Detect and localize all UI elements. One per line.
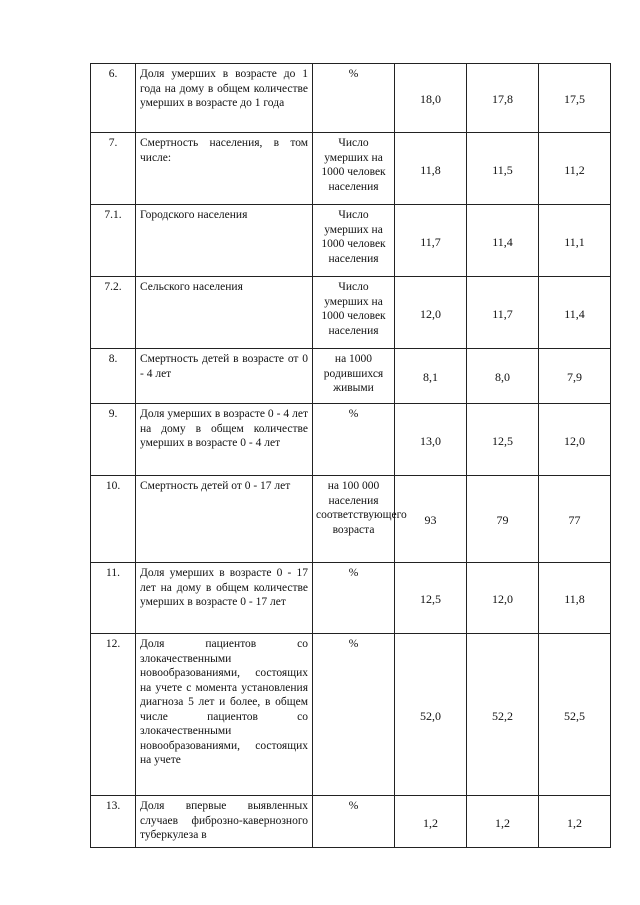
row-number: 9.	[91, 404, 136, 476]
unit: %	[313, 64, 395, 133]
value-1: 18,0	[395, 64, 467, 133]
unit: Число умерших на 1000 человек населения	[313, 133, 395, 205]
value-1: 8,1	[395, 349, 467, 404]
indicator-name: Доля умерших в возрасте до 1 года на дому в общем количестве умерших в возрасте до 1 года	[136, 64, 313, 133]
unit: Число умерших на 1000 человек населения	[313, 277, 395, 349]
value-3: 11,2	[539, 133, 611, 205]
row-number: 7.	[91, 133, 136, 205]
table-row	[91, 205, 611, 277]
value-2: 11,5	[467, 133, 539, 205]
value-2: 79	[467, 476, 539, 563]
value-2: 1,2	[467, 796, 539, 848]
value-2: 12,0	[467, 563, 539, 634]
value-2: 52,2	[467, 634, 539, 796]
value-2: 12,5	[467, 404, 539, 476]
value-3: 1,2	[539, 796, 611, 848]
value-1: 11,8	[395, 133, 467, 205]
row-number: 13.	[91, 796, 136, 848]
value-3: 11,8	[539, 563, 611, 634]
table-row	[91, 349, 611, 404]
indicator-name: Доля умерших в возрасте 0 - 17 лет на дому в общем количестве умерших в возрасте 0 - 17 лет	[136, 563, 313, 634]
indicator-name: Смертность детей от 0 - 17 лет	[136, 476, 313, 563]
value-2: 17,8	[467, 64, 539, 133]
value-1: 1,2	[395, 796, 467, 848]
row-number: 7.2.	[91, 277, 136, 349]
value-3: 77	[539, 476, 611, 563]
indicator-name: Доля впервые выявленных случаев фиброзно-кавернозного туберкулеза в	[136, 796, 313, 848]
table-row	[91, 277, 611, 349]
row-number: 10.	[91, 476, 136, 563]
value-1: 93	[395, 476, 467, 563]
value-1: 12,0	[395, 277, 467, 349]
table-row	[91, 404, 611, 476]
indicator-name: Доля умерших в возрасте 0 - 4 лет на дому в общем количестве умерших в возрасте 0 - 4 лет	[136, 404, 313, 476]
value-3: 11,1	[539, 205, 611, 277]
value-3: 12,0	[539, 404, 611, 476]
table-row	[91, 133, 611, 205]
value-1: 12,5	[395, 563, 467, 634]
table-row	[91, 634, 611, 796]
value-3: 7,9	[539, 349, 611, 404]
value-1: 52,0	[395, 634, 467, 796]
unit: Число умерших на 1000 человек населения	[313, 205, 395, 277]
value-1: 11,7	[395, 205, 467, 277]
row-number: 8.	[91, 349, 136, 404]
value-2: 11,4	[467, 205, 539, 277]
unit: %	[313, 796, 395, 848]
table-row	[91, 476, 611, 563]
value-3: 52,5	[539, 634, 611, 796]
indicator-name: Сельского населения	[136, 277, 313, 349]
row-number: 6.	[91, 64, 136, 133]
indicator-name: Городского населения	[136, 205, 313, 277]
value-2: 11,7	[467, 277, 539, 349]
unit: на 1000 родившихся живыми	[313, 349, 395, 404]
value-2: 8,0	[467, 349, 539, 404]
row-number: 12.	[91, 634, 136, 796]
value-1: 13,0	[395, 404, 467, 476]
unit: %	[313, 634, 395, 796]
unit: %	[313, 563, 395, 634]
row-number: 11.	[91, 563, 136, 634]
indicator-name: Доля пациентов со злокачественными новообразованиями, состоящих на учете с момента установления диагноза 5 лет и более, в общем числе пациентов со злокачественными новообразованиями, состоящих на учете	[136, 634, 313, 796]
table-row	[91, 796, 611, 848]
table-row	[91, 563, 611, 634]
value-3: 11,4	[539, 277, 611, 349]
unit: на 100 000 населения соответствующего возраста	[313, 476, 395, 563]
value-3: 17,5	[539, 64, 611, 133]
row-number: 7.1.	[91, 205, 136, 277]
indicator-name: Смертность детей в возрасте от 0 - 4 лет	[136, 349, 313, 404]
unit: %	[313, 404, 395, 476]
indicator-name: Смертность населения, в том числе:	[136, 133, 313, 205]
indicators-table	[90, 63, 611, 848]
table-row	[91, 64, 611, 133]
